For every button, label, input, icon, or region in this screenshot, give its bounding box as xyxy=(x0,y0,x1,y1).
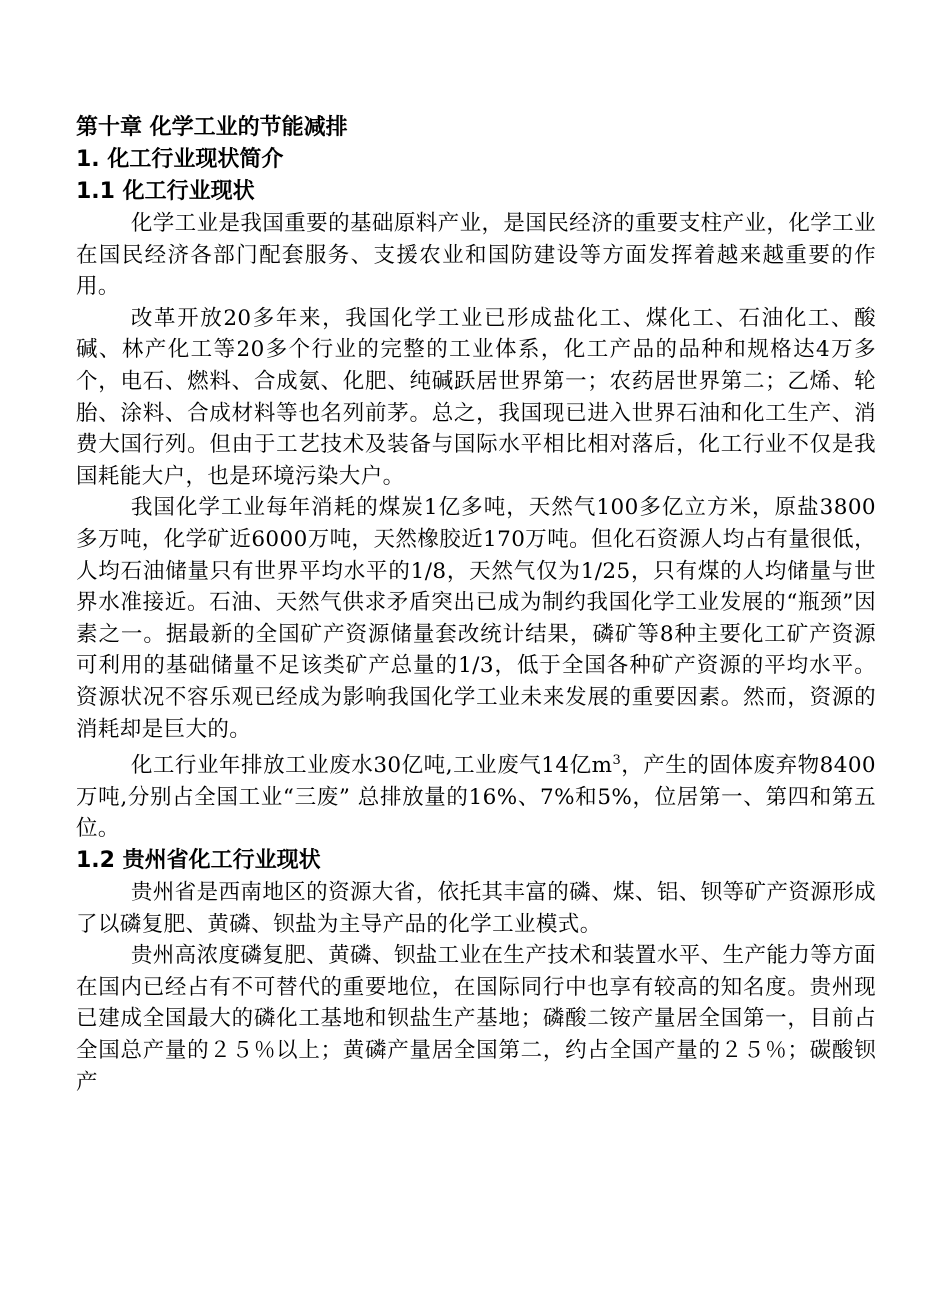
paragraph-1: 化学工业是我国重要的基础原料产业，是国民经济的重要支柱产业，化学工业在国民经济各部门配套服务、支援农业和国防建设等方面发挥着越来越重要的作用。 xyxy=(76,211,876,300)
section-1-title: 1. 化工行业现状简介 xyxy=(76,147,284,172)
section-1-2-title: 1.2 贵州省化工行业现状 xyxy=(76,848,321,874)
paragraph-2: 改革开放20多年来，我国化学工业已形成盐化工、煤化工、石油化工、酸碱、林产化工等20多个行业的完整的工业体系，化工产品的品种和规格达4万多个，电石、燃料、合成氨、化肥、纯碱跃居世界第一；农药居世界第二；乙烯、轮胎、涂料、合成材料等也名列前茅。总之，我国现已进入世界石油和化工生产、消费大国行列。但由于工艺技术及装备与国际水平相比相对落后，化工行业不仅是我国耗能大户，也是环境污染大户。 xyxy=(76,305,876,489)
section-1-1-title: 1.1 化工行业现状 xyxy=(76,179,255,204)
chapter-title: 第十章 化学工业的节能减排 xyxy=(76,115,348,140)
paragraph-4-text-b: ，产生的固体废弃物8400万吨,分别占全国工业“三废” 总排放量的16%、7%和5%，位居第一、第四和第五位。 xyxy=(76,753,876,842)
paragraph-5: 贵州省是西南地区的资源大省，依托其丰富的磷、煤、铝、钡等矿产资源形成了以磷复肥、黄磷、钡盐为主导产品的化学工业模式。 xyxy=(76,880,876,937)
unit-superscript: 3 xyxy=(612,753,622,769)
paragraph-4-text-a: 化工行业年排放工业废水30亿吨,工业废气14亿m xyxy=(130,753,613,779)
paragraph-3: 我国化学工业每年消耗的煤炭1亿多吨，天然气100多亿立方米，原盐3800多万吨，化学矿近6000万吨，天然橡胶近170万吨。但化石资源人均占有量很低，人均石油储量只有世界平均水平的1/8，天然气仅为1/25，只有煤的人均储量与世界水准接近。石油、天然气供求矛盾突出已成为制约我国化学工业发展的“瓶颈”因素之一。据最新的全国矿产资源储量套改统计结果，磷矿等8种主要化工矿产资源可利用的基础储量不足该类矿产总量的1/3，低于全国各种矿产资源的平均水平。资源状况不容乐观已经成为影响我国化学工业未来发展的重要因素。然而，资源的消耗却是巨大的。 xyxy=(76,495,876,742)
document-page xyxy=(76,112,876,1098)
paragraph-6: 贵州高浓度磷复肥、黄磷、钡盐工业在生产技术和装置水平、生产能力等方面在国内已经占有不可替代的重要地位，在国际同行中也享有较高的知名度。贵州现已建成全国最大的磷化工基地和钡盐生产基地；磷酸二铵产量居全国第一，目前占全国总产量的２５％以上；黄磷产量居全国第二，约占全国产量的２５％；碳酸钡产 xyxy=(76,943,876,1095)
paragraph-4 xyxy=(76,745,876,845)
